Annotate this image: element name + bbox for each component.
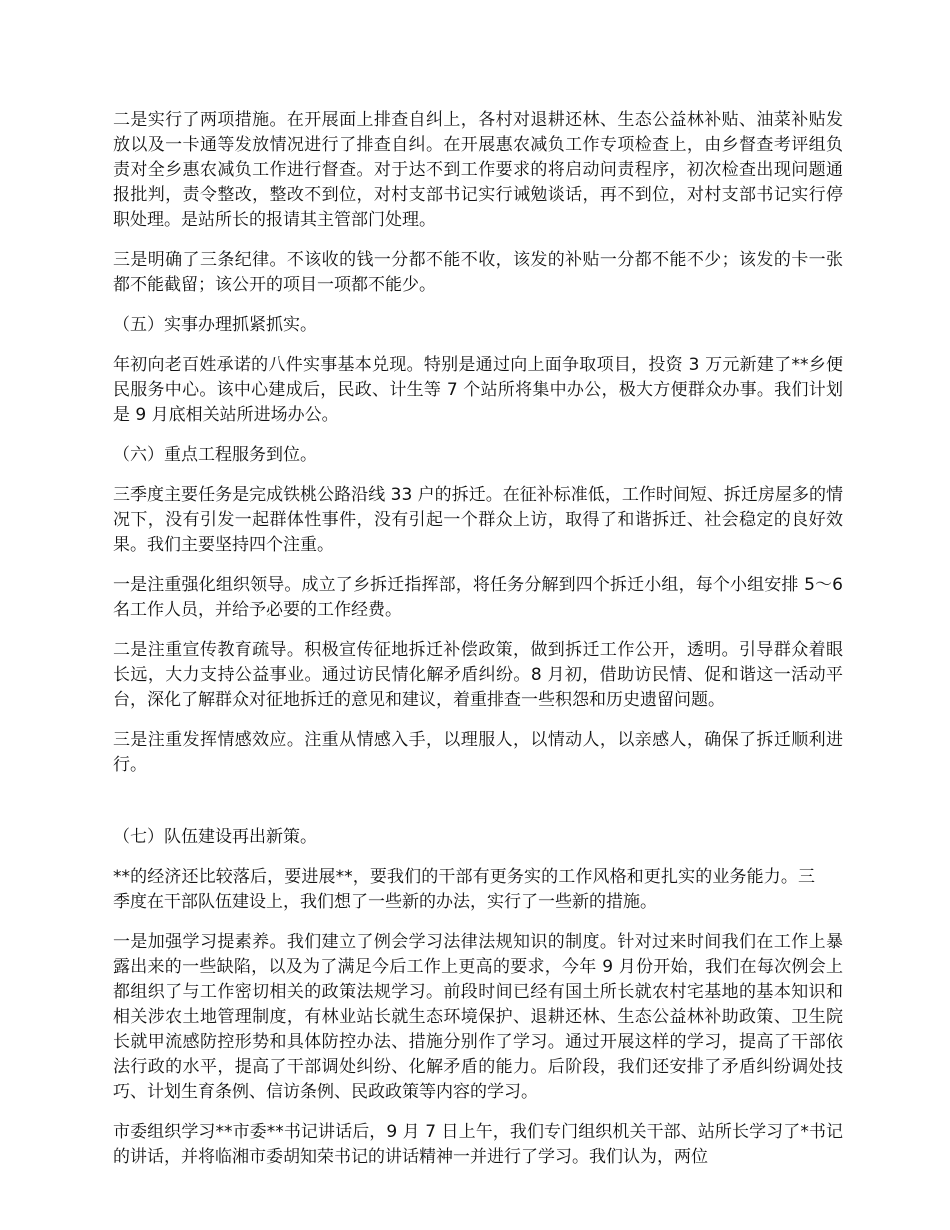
paragraph-study-improvement: 一是加强学习提素养。我们建立了例会学习法律法规知识的制度。针对过来时间我们在工作上暴露出来的一些缺陷，以及为了满足今后工作上更高的要求，今年 9 月份开始，我们在每次例会上都组织了与工作密切相关的政策法规学习。前段时间已经有国土所长就农村宅基地的基本知识和相关涉农土地管理制度，有林业站长就生态环境保护、退耕还林、生态公益林补助政策、卫生院长就甲流感防控形势和具体防控办法、措施分别作了学习。通过开展这样的学习，提高了干部依法行政的水平，提高了干部调处纠纷、化解矛盾的能力。后阶段，我们还安排了矛盾纠纷调处技巧、计划生育条例、信访条例、民政政策等内容的学习。 <box>113 932 843 1102</box>
paragraph-practical-matters: 年初向老百姓承诺的八件实事基本兑现。特别是通过向上面争取项目，投资 3 万元新建了**乡便民服务中心。该中心建成后，民政、计生等 7 个站所将集中办公，极大方便群众办事。我们计划是 9 月底相关站所进场办公。 <box>113 355 843 425</box>
paragraph-demolition-task: 三季度主要任务是完成铁桃公路沿线 33 户的拆迁。在征补标准低，工作时间短、拆迁房屋多的情况下，没有引发一起群体性事件，没有引起一个群众上访，取得了和谐拆迁、社会稳定的良好效果。我们主要坚持四个注重。 <box>113 485 843 555</box>
paragraph-emotional-effect: 三是注重发挥情感效应。注重从情感入手，以理服人，以情动人，以亲感人，确保了拆迁顺利进行。 <box>113 730 843 775</box>
section-heading-seven: （七）队伍建设再出新策。 <box>113 827 317 847</box>
paragraph-organization-leadership: 一是注重强化组织领导。成立了乡拆迁指挥部，将任务分解到四个拆迁小组，每个小组安排 5～6 名工作人员，并给予必要的工作经费。 <box>113 575 843 620</box>
paragraph-municipal-study: 市委组织学习**市委**书记讲话后，9 月 7 日上午，我们专门组织机关干部、站所长学习了*书记的讲话，并将临湘市委胡知荣书记的讲话精神一并进行了学习。我们认为，两位 <box>113 1122 843 1167</box>
section-heading-five: （五）实事办理抓紧抓实。 <box>113 315 317 335</box>
paragraph-team-building: **的经济还比较落后，要进展**，要我们的干部有更务实的工作风格和更扎实的业务能力。三季度在干部队伍建设上，我们想了一些新的办法，实行了一些新的措施。 <box>113 867 815 912</box>
paragraph-publicity-education: 二是注重宣传教育疏导。积极宣传征地拆迁补偿政策，做到拆迁工作公开，透明。引导群众着眼长远，大力支持公益事业。通过访民情化解矛盾纠纷。8 月初，借助访民情、促和谐这一活动平台，深化了解群众对征地拆迁的意见和建议，着重排查一些积怨和历史遗留问题。 <box>113 640 843 710</box>
paragraph-three-disciplines: 三是明确了三条纪律。不该收的钱一分都不能不收，该发的补贴一分都不能不少；该发的卡一张都不能截留；该公开的项目一项都不能少。 <box>113 250 843 295</box>
document-page <box>113 108 843 1185</box>
section-heading-six: （六）重点工程服务到位。 <box>113 445 317 465</box>
page-gap <box>113 793 843 825</box>
paragraph-two-measures: 二是实行了两项措施。在开展面上排查自纠上，各村对退耕还林、生态公益林补贴、油菜补贴发放以及一卡通等发放情况进行了排查自纠。在开展惠农减负工作专项检查上，由乡督查考评组负责对全乡惠农减负工作进行督查。对于达不到工作要求的将启动问责程序，初次检查出现问题通报批判，责令整改，整改不到位，对村支部书记实行诫勉谈话，再不到位，对村支部书记实行停职处理。是站所长的报请其主管部门处理。 <box>113 110 843 230</box>
